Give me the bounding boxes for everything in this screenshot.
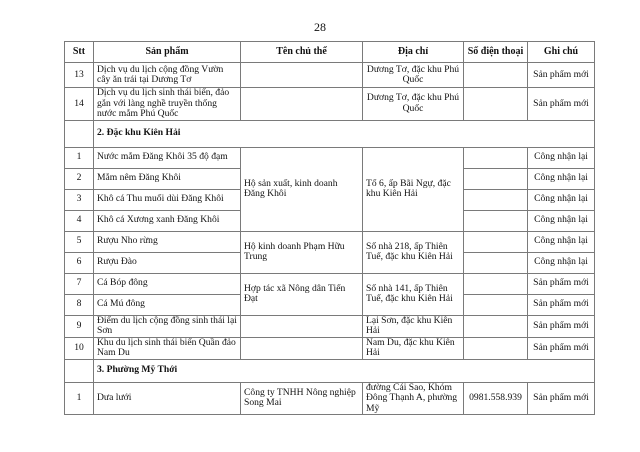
cell-owner <box>241 337 363 359</box>
header-address: Địa chỉ <box>363 42 464 63</box>
cell-product: Cá Mú đông <box>94 294 241 315</box>
cell-product: Mắm nêm Đăng Khôi <box>94 168 241 189</box>
cell-stt <box>65 359 94 382</box>
cell-owner <box>241 63 363 88</box>
cell-note: Công nhận lại <box>528 231 595 252</box>
cell-note: Sản phẩm mới <box>528 315 595 337</box>
cell-stt: 1 <box>65 147 94 168</box>
cell-phone <box>464 315 528 337</box>
table-row <box>65 337 595 359</box>
cell-phone <box>464 63 528 88</box>
cell-owner <box>241 315 363 337</box>
product-table <box>64 41 595 415</box>
header-phone: Số điện thoại <box>464 42 528 63</box>
table-header <box>65 42 595 63</box>
cell-phone <box>464 147 528 168</box>
cell-phone <box>464 337 528 359</box>
cell-phone <box>464 189 528 210</box>
header-stt: Stt <box>65 42 94 63</box>
header-product: Sản phẩm <box>94 42 241 63</box>
cell-stt: 3 <box>65 189 94 210</box>
section-row <box>65 359 595 382</box>
cell-phone <box>464 273 528 294</box>
cell-owner <box>241 88 363 121</box>
cell-address: Lại Sơn, đặc khu Kiên Hải <box>363 315 464 337</box>
cell-phone <box>464 88 528 121</box>
section-title: 2. Đặc khu Kiên Hải <box>94 120 595 147</box>
cell-stt: 8 <box>65 294 94 315</box>
cell-owner: Hộ kinh doanh Phạm Hữu Trung <box>241 231 363 273</box>
cell-note: Công nhận lại <box>528 189 595 210</box>
cell-product: Điểm du lịch cộng đồng sinh thái lại Sơn <box>94 315 241 337</box>
header-note: Ghi chú <box>528 42 595 63</box>
cell-phone: 0981.558.939 <box>464 382 528 415</box>
cell-product: Dịch vụ du lịch sinh thái biển, đảo gắn với làng nghề truyền thống nước mắm Phú Quốc <box>94 88 241 121</box>
header-owner: Tên chủ thể <box>241 42 363 63</box>
cell-address: Tổ 6, ấp Bãi Ngự, đặc khu Kiên Hải <box>363 147 464 231</box>
cell-product: Cá Bóp đông <box>94 273 241 294</box>
page-number: 28 <box>314 20 326 34</box>
cell-stt: 7 <box>65 273 94 294</box>
table-row <box>65 382 595 415</box>
cell-phone <box>464 252 528 273</box>
cell-stt <box>65 120 94 147</box>
cell-stt: 13 <box>65 63 94 88</box>
cell-note: Công nhận lại <box>528 252 595 273</box>
cell-product: Rượu Đào <box>94 252 241 273</box>
section-title: 3. Phường Mỹ Thới <box>94 359 595 382</box>
cell-address: Số nhà 141, ấp Thiên Tuế, đặc khu Kiên Hải <box>363 273 464 315</box>
cell-owner: Công ty TNHH Nông nghiệp Song Mai <box>241 382 363 415</box>
cell-address: Dương Tơ, đặc khu Phú Quốc <box>363 63 464 88</box>
cell-product: Nước mắm Đăng Khôi 35 độ đạm <box>94 147 241 168</box>
table-row <box>65 147 595 168</box>
cell-owner: Hợp tác xã Nông dân Tiến Đạt <box>241 273 363 315</box>
cell-product: Khô cá Xương xanh Đăng Khôi <box>94 210 241 231</box>
cell-product: Dưa lưới <box>94 382 241 415</box>
cell-address: Nam Du, đặc khu Kiên Hải <box>363 337 464 359</box>
cell-product: Khu du lịch sinh thái biển Quần đảo Nam Du <box>94 337 241 359</box>
table-row <box>65 231 595 252</box>
cell-note: Công nhận lại <box>528 210 595 231</box>
cell-note: Sản phẩm mới <box>528 382 595 415</box>
cell-phone <box>464 231 528 252</box>
cell-phone <box>464 294 528 315</box>
cell-note: Sản phẩm mới <box>528 88 595 121</box>
cell-stt: 6 <box>65 252 94 273</box>
cell-stt: 10 <box>65 337 94 359</box>
cell-note: Sản phẩm mới <box>528 337 595 359</box>
cell-product: Rượu Nho rừng <box>94 231 241 252</box>
cell-owner: Hộ sản xuất, kinh doanh Đăng Khôi <box>241 147 363 231</box>
cell-product: Khô cá Thu muối dùi Đăng Khôi <box>94 189 241 210</box>
cell-phone <box>464 210 528 231</box>
cell-address: Số nhà 218, ấp Thiên Tuế, đặc khu Kiên Hải <box>363 231 464 273</box>
cell-product: Dịch vụ du lịch cộng đồng Vườn cây ăn trái tại Dương Tơ <box>94 63 241 88</box>
cell-stt: 9 <box>65 315 94 337</box>
table-row <box>65 273 595 294</box>
cell-note: Công nhận lại <box>528 147 595 168</box>
table-row <box>65 88 595 121</box>
table-row <box>65 315 595 337</box>
cell-note: Sản phẩm mới <box>528 273 595 294</box>
cell-stt: 2 <box>65 168 94 189</box>
cell-stt: 5 <box>65 231 94 252</box>
section-row <box>65 120 595 147</box>
cell-phone <box>464 168 528 189</box>
cell-address: Dương Tơ, đặc khu Phú Quốc <box>363 88 464 121</box>
cell-stt: 14 <box>65 88 94 121</box>
cell-address: đường Cái Sao, Khóm Đông Thạnh A, phường Mỹ <box>363 382 464 415</box>
table-row <box>65 63 595 88</box>
cell-note: Sản phẩm mới <box>528 294 595 315</box>
cell-stt: 1 <box>65 382 94 415</box>
cell-note: Công nhận lại <box>528 168 595 189</box>
cell-stt: 4 <box>65 210 94 231</box>
cell-note: Sản phẩm mới <box>528 63 595 88</box>
